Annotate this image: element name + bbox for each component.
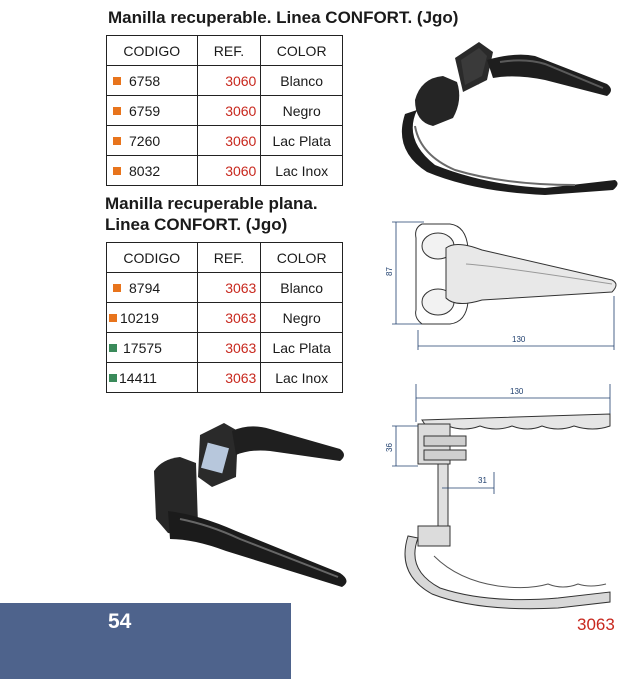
- color-cell: Lac Inox: [261, 156, 343, 186]
- table-header-row: [107, 243, 343, 273]
- color-cell: Lac Inox: [261, 363, 343, 393]
- color-cell: Blanco: [261, 273, 343, 303]
- table-row: [107, 66, 343, 96]
- code-cell: 8032: [129, 162, 161, 179]
- handle-photo-flat: [140, 415, 360, 600]
- technical-drawing-top: [386, 218, 626, 358]
- product-table-2: [106, 242, 343, 393]
- color-cell: Negro: [261, 96, 343, 126]
- header-ref: REF.: [197, 243, 261, 273]
- header-color: COLOR: [261, 243, 343, 273]
- color-cell: Blanco: [261, 66, 343, 96]
- dim-top-width: 130: [512, 335, 526, 344]
- dim-side-offset: 31: [478, 476, 487, 485]
- footer-band: [0, 603, 291, 679]
- header-codigo: CODIGO: [107, 243, 198, 273]
- header-color: COLOR: [261, 36, 343, 66]
- green-marker-icon: [109, 344, 117, 352]
- code-cell: 6758: [129, 72, 161, 89]
- color-cell: Lac Plata: [261, 126, 343, 156]
- table-header-row: [107, 36, 343, 66]
- color-cell: Lac Plata: [261, 333, 343, 363]
- ref-cell: 3063: [197, 363, 261, 393]
- section2-title-line2: Linea CONFORT. (Jgo): [105, 215, 288, 234]
- code-cell: 10219: [120, 309, 159, 326]
- ref-cell: 3063: [197, 273, 261, 303]
- table-row: [107, 303, 343, 333]
- section1-title: Manilla recuperable. Linea CONFORT. (Jgo): [108, 8, 459, 27]
- product-table-1: [106, 35, 343, 186]
- orange-marker-icon: [113, 284, 121, 292]
- dim-side-width: 130: [510, 387, 524, 396]
- page-number: 54: [108, 610, 132, 633]
- table-row: [107, 126, 343, 156]
- code-cell: 7260: [129, 132, 161, 149]
- orange-marker-icon: [113, 167, 121, 175]
- section2-title-line1: Manilla recuperable plana.: [105, 194, 318, 213]
- color-cell: Negro: [261, 303, 343, 333]
- green-marker-icon: [109, 374, 117, 382]
- table-row: [107, 156, 343, 186]
- ref-cell: 3063: [197, 333, 261, 363]
- ref-cell: 3060: [197, 96, 261, 126]
- table-row: [107, 96, 343, 126]
- dim-side-height: 36: [385, 443, 394, 452]
- handle-photo-curved: [375, 30, 625, 195]
- code-cell: 17575: [123, 339, 162, 356]
- table-row: [107, 333, 343, 363]
- orange-marker-icon: [109, 314, 117, 322]
- ref-cell: 3060: [197, 156, 261, 186]
- ref-cell: 3063: [197, 303, 261, 333]
- model-reference: 3063: [577, 615, 615, 634]
- header-codigo: CODIGO: [107, 36, 198, 66]
- table-row: [107, 363, 343, 393]
- header-ref: REF.: [197, 36, 261, 66]
- ref-cell: 3060: [197, 126, 261, 156]
- table-row: [107, 273, 343, 303]
- orange-marker-icon: [113, 137, 121, 145]
- dim-top-height: 87: [385, 267, 394, 276]
- code-cell: 14411: [119, 369, 157, 386]
- technical-drawing-side: [378, 380, 628, 610]
- orange-marker-icon: [113, 77, 121, 85]
- code-cell: 8794: [129, 279, 161, 296]
- ref-cell: 3060: [197, 66, 261, 96]
- code-cell: 6759: [129, 102, 161, 119]
- orange-marker-icon: [113, 107, 121, 115]
